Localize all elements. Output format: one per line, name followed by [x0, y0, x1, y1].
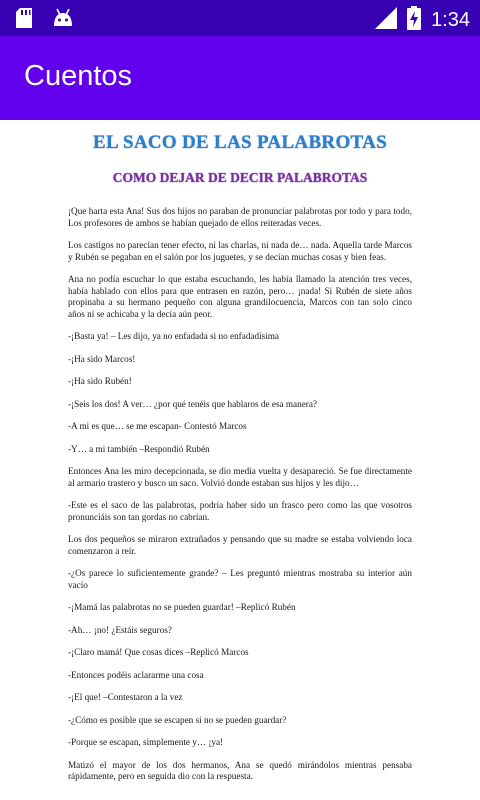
story-paragraph: -A mi es que… se me escapan- Contestó Marcos: [68, 421, 247, 431]
signal-icon: [375, 7, 397, 34]
story-paragraph: -¿Cómo es posible que se escapen si no se pueden guardar?: [68, 714, 287, 725]
story-paragraph: -Y… a mi también –Respondió Rubén: [68, 443, 210, 454]
story-paragraph: Ana no podía escuchar lo que estaba escuchando, les había llamado la atención tres veces, había hablado con ellos para que entrasen en razón, pero… ¡nada! Si Rubén de siete años propinaba a su hermano pequeño con alguna grandilocuencia, Marcos con tan solo cinco años ni se achicaba y la decía aún peor.: [68, 274, 412, 319]
status-bar: [0, 0, 480, 36]
app-bar: [0, 36, 480, 120]
notification-icons: [16, 8, 74, 33]
story-title: EL SACO DE LAS PALABROTAS: [93, 132, 387, 153]
story-paragraph: -¡Mamá las palabrotas no se pueden guardar! –Replicó Rubén: [68, 602, 296, 612]
story-paragraph: Matizó el mayor de los dos hermanos, Ana se quedó mirándolos mientras pensaba rápidamente, pero en seguida dio con la respuesta.: [68, 759, 412, 781]
android-icon: [52, 8, 74, 33]
story-paragraph: -Ah… ¡no! ¿Estáis seguros?: [68, 624, 172, 635]
app-title: Cuentos: [24, 60, 133, 92]
story-paragraph: ¡Que harta esta Ana! Sus dos hijos no paraban de pronunciar palabrotas por todo y para todo, Los profesores de ambos se habían quejado de ellos reiteradas veces.: [68, 206, 412, 228]
story-view[interactable]: [0, 120, 480, 800]
battery-charging-icon: [407, 6, 421, 35]
story-paragraph: Los dos pequeños se miraron extrañados y pensando que su madre se estaba volviendo loca comenzaron a reír.: [68, 534, 412, 556]
story-paragraph: -¡Claro mamá! Que cosas dices –Replicó Marcos: [68, 647, 249, 657]
story-paragraph: -Entonces podéis aclararme una cosa: [68, 669, 204, 680]
story-paragraph: -¡Ha sido Rubén!: [68, 376, 132, 386]
story-document: [68, 132, 412, 794]
story-paragraph: -Este es el saco de las palabrotas, podría haber sido un frasco pero como las que vosotros pronunciáis son tan gordas no cabrían.: [68, 500, 412, 522]
story-paragraph: -¡Basta ya! – Les dijo, ya no enfadada si no enfadadísima: [68, 331, 279, 341]
story-paragraph: -Porque se escapan, simplemente y… ¡ya!: [68, 737, 224, 747]
sd-card-icon: [16, 8, 32, 33]
clock: 1:34: [431, 9, 470, 31]
story-paragraph: Entonces Ana les miro decepcionada, se dio media vuelta y desapareció. Se fue directamente al armario trastero y busco un saco. Volvió donde estaban sus hijos y les dijo…: [68, 466, 412, 488]
story-paragraph: -¡Ha sido Marcos!: [68, 353, 136, 364]
story-paragraph: -¿Os parece lo suficientemente grande? – Les preguntó mientras mostraba su interior aún vacío: [68, 568, 412, 590]
system-icons: [375, 6, 470, 35]
story-paragraph: Los castigos no parecían tener efecto, ni las charlas, ni nada de… nada. Aquella tarde Marcos y Rubén se pegaban en el salón por los juguetes, y se decían muchas cosas y bien feas.: [68, 240, 412, 262]
story-paragraph: -¡El que! –Contestaron a la vez: [68, 692, 183, 702]
story-subtitle: COMO DEJAR DE DECIR PALABROTAS: [112, 170, 368, 185]
story-paragraph: -¡Seis los dos! A ver… ¿por qué tenéis que hablaros de esa manera?: [68, 398, 318, 409]
